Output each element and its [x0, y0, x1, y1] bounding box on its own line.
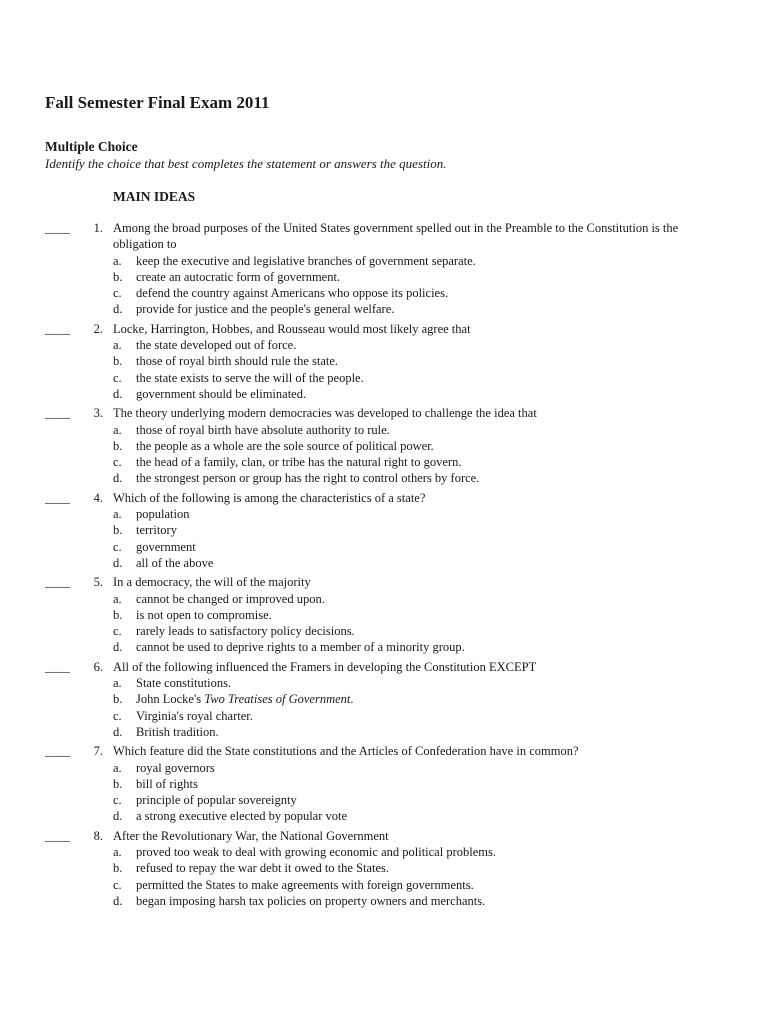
choice-a [0, 844, 768, 860]
choice-d [0, 470, 768, 486]
question-number: 1. [93, 221, 103, 235]
choice-letter: c. [113, 455, 122, 470]
choice-letter: b. [113, 269, 123, 284]
answer-blank: ____ [45, 575, 70, 590]
question-7 [0, 743, 768, 824]
choice-text: territory [136, 523, 177, 538]
choice-letter: d. [113, 640, 123, 655]
answer-blank: ____ [45, 659, 70, 674]
choice-list [0, 591, 768, 656]
choice-letter: b. [113, 692, 123, 707]
choice-text: Virginia's royal charter. [136, 708, 253, 723]
answer-blank: ____ [45, 490, 70, 505]
choice-c [0, 623, 768, 639]
choice-b [0, 776, 768, 792]
choice-text: principle of popular sovereignty [136, 793, 297, 808]
choice-letter: a. [113, 507, 122, 522]
choice-letter: a. [113, 676, 122, 691]
choice-letter: c. [113, 624, 122, 639]
choice-list [0, 337, 768, 402]
choice-a [0, 422, 768, 438]
question-number: 3. [93, 406, 103, 421]
choice-c [0, 877, 768, 893]
choice-text: those of royal birth have absolute authority to rule. [136, 422, 390, 437]
choice-text-before: John Locke's [136, 692, 205, 707]
choice-letter: a. [113, 338, 122, 353]
choice-b [0, 607, 768, 623]
choice-text: rarely leads to satisfactory policy decisions. [136, 624, 355, 639]
choice-letter: d. [113, 555, 123, 570]
choice-text: cannot be used to deprive rights to a member of a minority group. [136, 640, 465, 655]
choice-letter: d. [113, 893, 123, 908]
choice-d [0, 893, 768, 909]
question-5 [0, 574, 768, 655]
question-number: 7. [93, 744, 103, 759]
choice-letter: c. [113, 708, 122, 723]
question-number: 6. [93, 659, 103, 674]
choice-c [0, 708, 768, 724]
question-stem: Which of the following is among the characteristics of a state? [113, 490, 426, 505]
choice-text: is not open to compromise. [136, 607, 272, 622]
choice-letter: d. [113, 471, 123, 486]
choice-d [0, 301, 768, 317]
choice-text: government should be eliminated. [136, 386, 307, 401]
choice-text: cannot be changed or improved upon. [136, 591, 325, 606]
choice-b [0, 522, 768, 538]
question-stem: Locke, Harrington, Hobbes, and Rousseau would most likely agree that [113, 321, 471, 336]
question-8 [0, 828, 768, 909]
book-title: Two Treatises of Government [204, 692, 351, 707]
choice-text [136, 691, 768, 707]
choice-text: keep the executive and legislative branches of government separate. [136, 253, 476, 268]
choice-text: British tradition. [136, 724, 219, 739]
choice-letter: c. [113, 877, 122, 892]
choice-a [0, 591, 768, 607]
section-title: Multiple Choice [45, 139, 138, 154]
choice-a [0, 337, 768, 353]
choice-letter: d. [113, 302, 123, 317]
choice-letter: b. [113, 354, 123, 369]
choice-letter: a. [113, 253, 122, 268]
choice-d [0, 808, 768, 824]
answer-blank: ____ [45, 828, 70, 843]
choice-text: population [136, 507, 190, 522]
topic-heading: MAIN IDEAS [113, 189, 196, 204]
choice-d [0, 555, 768, 571]
choice-c [0, 454, 768, 470]
choice-list [0, 253, 768, 318]
choice-letter: c. [113, 370, 122, 385]
choice-text: proved too weak to deal with growing economic and political problems. [136, 844, 496, 859]
choice-c [0, 370, 768, 386]
choice-letter: a. [113, 422, 122, 437]
choice-text: a strong executive elected by popular vote [136, 809, 348, 824]
question-number: 2. [93, 321, 103, 336]
choice-list [0, 675, 768, 740]
choice-c [0, 792, 768, 808]
question-stem: The theory underlying modern democracies was developed to challenge the idea that [113, 406, 537, 421]
choice-list [0, 844, 768, 909]
choice-letter: c. [113, 539, 122, 554]
choice-b [0, 353, 768, 369]
choice-text: create an autocratic form of government. [136, 269, 341, 284]
exam-title: Fall Semester Final Exam 2011 [45, 93, 270, 112]
choice-a [0, 675, 768, 691]
choice-text: provide for justice and the people's general welfare. [136, 302, 395, 317]
choice-letter: c. [113, 793, 122, 808]
answer-blank: ____ [45, 406, 70, 421]
choice-letter: a. [113, 591, 122, 606]
choice-d [0, 639, 768, 655]
question-list [0, 220, 768, 912]
choice-a [0, 253, 768, 269]
question-stem: After the Revolutionary War, the National Government [113, 828, 389, 843]
choice-list [0, 422, 768, 487]
choice-letter: b. [113, 523, 123, 538]
question-stem: All of the following influenced the Framers in developing the Constitution EXCEPT [113, 659, 537, 674]
question-stem: In a democracy, the will of the majority [113, 575, 311, 590]
answer-blank: ____ [45, 744, 70, 759]
choice-a [0, 506, 768, 522]
section-instructions: Identify the choice that best completes the statement or answers the question. [45, 156, 447, 171]
choice-letter: a. [113, 760, 122, 775]
choice-text: royal governors [136, 760, 215, 775]
choice-text: State constitutions. [136, 676, 232, 691]
choice-text-after: . [350, 692, 354, 707]
question-number: 4. [93, 490, 103, 505]
choice-letter: c. [113, 286, 122, 301]
question-1 [0, 220, 768, 318]
question-6 [0, 659, 768, 740]
choice-letter: b. [113, 861, 123, 876]
choice-letter: d. [113, 386, 123, 401]
choice-b [0, 860, 768, 876]
choice-b [0, 691, 768, 707]
choice-text: the people as a whole are the sole source of political power. [136, 438, 434, 453]
choice-list [0, 506, 768, 571]
choice-text: government [136, 539, 196, 554]
choice-a [0, 760, 768, 776]
choice-text: bill of rights [136, 776, 198, 791]
choice-text: refused to repay the war debt it owed to the States. [136, 861, 390, 876]
choice-b [0, 269, 768, 285]
choice-text: the state exists to serve the will of the people. [136, 370, 364, 385]
choice-letter: d. [113, 724, 123, 739]
question-number: 8. [93, 828, 103, 843]
choice-letter: b. [113, 607, 123, 622]
choice-d [0, 724, 768, 740]
choice-c [0, 285, 768, 301]
answer-blank: ____ [45, 221, 70, 235]
question-stem: Among the broad purposes of the United States government spelled out in the Preamble to the Constitution is the obligation to [113, 221, 679, 252]
choice-text: all of the above [136, 555, 214, 570]
choice-text: defend the country against Americans who oppose its policies. [136, 286, 449, 301]
choice-d [0, 386, 768, 402]
question-3 [0, 405, 768, 486]
question-4 [0, 490, 768, 571]
choice-list [0, 760, 768, 825]
choice-letter: b. [113, 438, 123, 453]
choice-text: began imposing harsh tax policies on property owners and merchants. [136, 893, 486, 908]
choice-letter: a. [113, 844, 122, 859]
answer-blank: ____ [45, 321, 70, 336]
choice-text: the strongest person or group has the right to control others by force. [136, 471, 480, 486]
choice-text: permitted the States to make agreements with foreign governments. [136, 877, 474, 892]
question-number: 5. [93, 575, 103, 590]
choice-letter: d. [113, 809, 123, 824]
question-stem: Which feature did the State constitutions and the Articles of Confederation have in common? [113, 744, 579, 759]
choice-c [0, 539, 768, 555]
question-2 [0, 321, 768, 402]
choice-text: those of royal birth should rule the state. [136, 354, 339, 369]
choice-text: the head of a family, clan, or tribe has the natural right to govern. [136, 455, 462, 470]
choice-letter: b. [113, 776, 123, 791]
choice-b [0, 438, 768, 454]
choice-text: the state developed out of force. [136, 338, 297, 353]
